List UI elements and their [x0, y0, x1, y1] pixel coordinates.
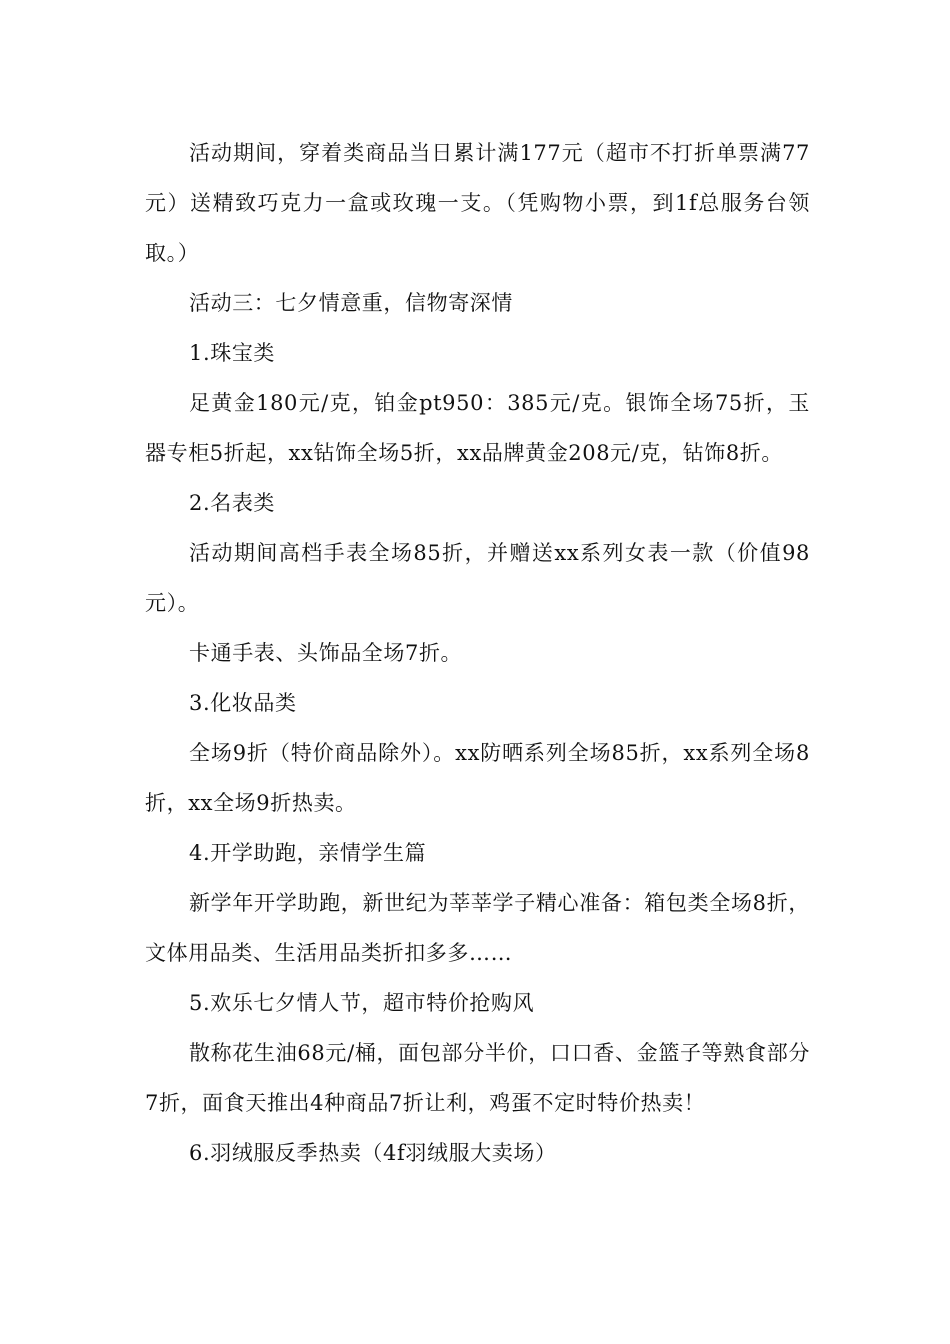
- subheading-back-to-school: 4.开学助跑，亲情学生篇: [189, 841, 427, 865]
- paragraph-cartoon-watches: 卡通手表、头饰品全场7折。: [189, 641, 463, 665]
- subheading-down-jackets: 6.羽绒服反季热卖（4f羽绒服大卖场）: [189, 1141, 557, 1165]
- subheading-cosmetics: 3.化妆品类: [189, 691, 297, 715]
- subheading-watches: 2.名表类: [189, 491, 276, 515]
- paragraph-jewelry-prices: 足黄金180元/克，铂金pt950：385元/克。银饰全场75折，玉器专柜5折起，xx钻饰全场5折，xx品牌黄金208元/克，钻饰8折。: [145, 391, 810, 465]
- document-body: [145, 128, 810, 1178]
- paragraph-back-to-school: 新学年开学助跑，新世纪为莘莘学子精心准备：箱包类全场8折，文体用品类、生活用品类折扣多多……: [145, 891, 810, 965]
- section-heading-activity-three: 活动三：七夕情意重，信物寄深情: [189, 291, 513, 315]
- subheading-supermarket-specials: 5.欢乐七夕情人节，超市特价抢购风: [189, 991, 535, 1015]
- subheading-jewelry: 1.珠宝类: [189, 341, 276, 365]
- paragraph-gift-promotion: 活动期间，穿着类商品当日累计满177元（超市不打折单票满77元）送精致巧克力一盒或玫瑰一支。（凭购物小票，到1f总服务台领取。）: [145, 141, 810, 265]
- paragraph-watch-discount: 活动期间高档手表全场85折，并赠送xx系列女表一款（价值98元）。: [145, 541, 810, 615]
- paragraph-cosmetics-discount: 全场9折（特价商品除外）。xx防晒系列全场85折，xx系列全场8折，xx全场9折热卖。: [145, 741, 810, 815]
- paragraph-supermarket-specials: 散称花生油68元/桶，面包部分半价，口口香、金篮子等熟食部分7折，面食天推出4种商品7折让利，鸡蛋不定时特价热卖！: [145, 1041, 810, 1115]
